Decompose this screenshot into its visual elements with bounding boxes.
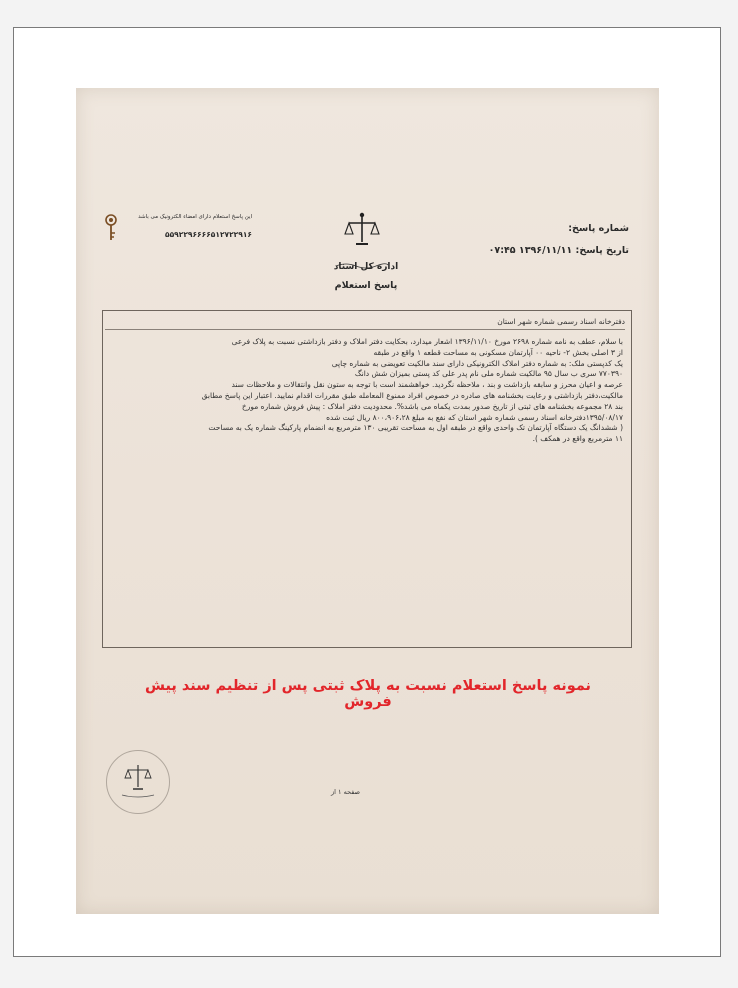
body-line: ۱۳۹۵/۰۸/۱۷دفترخانه اسناد رسمی شماره شهر استان که نفع به مبلغ ۸۰۰،۹۰۶،۲۸ ریال ثبت شده <box>326 412 623 422</box>
document-frame <box>13 27 721 957</box>
tracking-code: ۵۵۹۲۲۹۶۶۶۶۵۱۲۷۲۲۹۱۶ <box>165 230 252 239</box>
bottom-seal <box>106 750 170 814</box>
seal-emblem-icon <box>108 751 168 811</box>
body-line: ( ششدانگ یک دستگاه آپارتمان تک واحدی واقع در طبقه اول به مساحت تقریبی ۱۳۰ مترمربع به انضمام پارکینگ شماره یک به مساحت <box>208 423 623 433</box>
inquiry-body-text <box>111 337 623 445</box>
body-line: ۱۱ مترمربع واقع در همکف ). <box>532 434 623 444</box>
scanned-page <box>76 88 659 914</box>
reply-number-label: شماره پاسخ: <box>568 223 629 234</box>
tracking-note: این پاسخ استعلام دارای امضاء الکترونیک می باشد <box>138 214 252 220</box>
key-icon <box>102 213 120 243</box>
justice-emblem-icon <box>342 210 382 250</box>
reply-date <box>439 240 629 262</box>
body-line: با سلام، عطف به نامه شماره ۲۶۹۸ مورخ ۱۳۹۶/۱۱/۱۰ اشعار میدارد، بحکایت دفتر املاک و دفتر بازداشتی نسبت به پلاک فرعی <box>231 337 623 346</box>
reply-header <box>439 218 629 262</box>
inquiry-body-box <box>102 310 632 648</box>
body-line: مالکیت،دفتر بازداشتی و رعایت بخشنامه های صادره در خصوص افراد ممنوع المعامله طبق مقررات اقدام نمایید. اعتبار این پاسخ مطابق <box>201 390 623 400</box>
body-line: یک کدپستی ملک: به شماره دفتر املاک الکترونیکی دارای سند مالکیت تعویضی به شماره چاپی <box>331 358 623 368</box>
reply-date-value: ۱۳۹۶/۱۱/۱۱ ۰۷:۴۵ <box>488 245 573 256</box>
department-heading <box>296 262 436 291</box>
body-line: از ۳ اصلی بخش ۲- ناحیه ۰۰ آپارتمان مسکونی به مساحت قطعه ۱ واقع در طبقه <box>373 347 623 357</box>
reply-date-label: تاریخ پاسخ: <box>575 245 629 256</box>
document-title: پاسخ استعلام <box>334 280 398 291</box>
tracking-block <box>102 213 252 239</box>
department-name: اداره کل اسناد <box>333 262 399 272</box>
body-line: بند ۲۸ مجموعه بخشنامه های ثبتی از تاریخ صدور بمدت یکماه می باشد%. محدودیت دفتر املاک : پیش فروش شماره مورخ <box>241 401 623 411</box>
body-line: عرصه و اعیان محرز و سابقه بازداشت و بند ، ملاحظه نگردید. خواهشمند است با توجه به ستون نقل وانتقالات و ملاحظات سند <box>231 380 623 390</box>
page-number: صفحه ۱ از <box>331 788 361 796</box>
body-line: ۷۷۰۳۹۰ سری ب سال ۹۵ مالکیت شماره ملی نام پدر علی کد پستی بمیزان شش دانگ <box>354 369 623 379</box>
sample-caption: نمونه پاسخ استعلام نسبت به پلاک ثبتی پس از تنظیم سند پیش فروش <box>144 678 591 710</box>
notary-office-line: دفترخانه اسناد رسمی شماره شهر استان <box>105 317 625 330</box>
